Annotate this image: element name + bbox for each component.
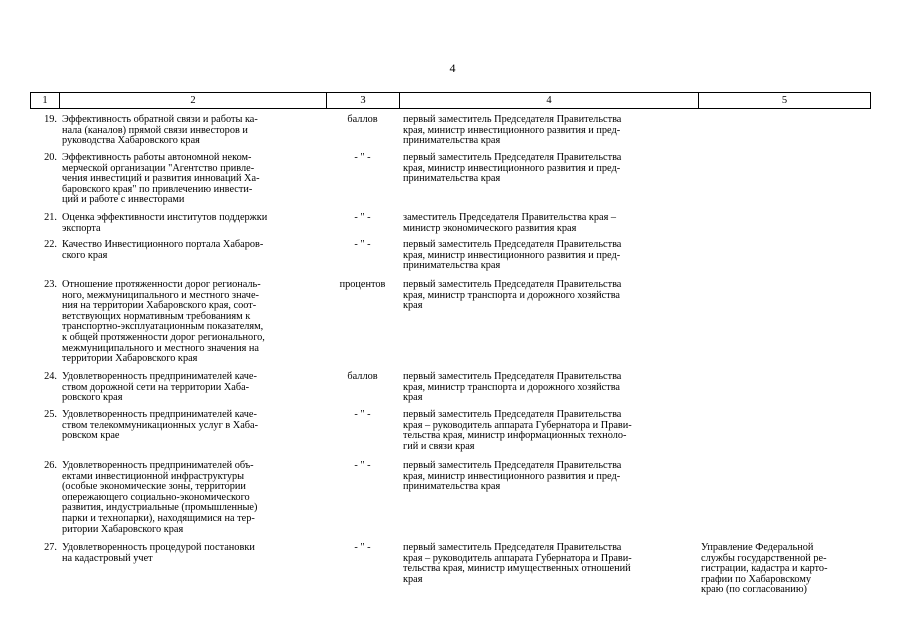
unit-of-measure: баллов — [347, 371, 378, 382]
unit-of-measure: - " - — [354, 152, 371, 163]
co-executor — [698, 115, 869, 147]
table-row — [30, 543, 871, 596]
indicator-name: Эффективность работы автономной неком- мерческой организации "Агентство привле- чения инвестиций и развития инноваций Ха- баровского края" по привлечению инвести- ций и работе с инвесторами — [62, 152, 260, 206]
table-row — [30, 115, 871, 147]
header-cell-3: 3 — [327, 93, 400, 108]
row-number: 26. — [44, 460, 57, 471]
indicator-name: Удовлетворенность предпринимателей объ- ектами инвестиционной инфраструктуры (особые экономические зоны, территории опережающего социально-экономического развития, индустриальные (промышленные) парки и технопарки), находящимися на тер- ритории Хабаровского края — [62, 460, 258, 535]
indicator-name: Удовлетворенность процедурой постановки на кадастровый учет — [62, 542, 255, 564]
responsible-official: первый заместитель Председателя Правительства края – руководитель аппарата Губернатора и Прави- тельства края, министр имущественных отношений края — [403, 542, 632, 585]
unit-of-measure: - " - — [354, 460, 371, 471]
table-row — [30, 213, 871, 234]
row-number: 27. — [44, 542, 57, 553]
table-row — [30, 240, 871, 272]
co-executor: Управление Федеральной службы государственной ре- гистрации, кадастра и карто- графии по Хабаровскому краю (по согласованию) — [701, 542, 828, 596]
table-row — [30, 461, 871, 535]
table-row — [30, 153, 871, 206]
row-number: 22. — [44, 239, 57, 250]
co-executor — [698, 213, 869, 234]
indicator-name: Качество Инвестиционного портала Хабаров- ского края — [62, 239, 264, 261]
unit-of-measure: - " - — [354, 409, 371, 420]
unit-of-measure: процентов — [339, 279, 386, 290]
co-executor — [698, 410, 869, 452]
co-executor — [698, 153, 869, 206]
indicator-name: Отношение протяженности дорог региональ- ного, межмуниципального и местного значе- ния на территории Хабаровского края, соот- ветствующих нормативным требованиям к транспортно-эксплуатационным показателям, к общей протяженности дорог регионального, межмуниципального и местного значения на территории Хабаровского края — [62, 279, 265, 365]
co-executor — [698, 372, 869, 404]
row-number: 25. — [44, 409, 57, 420]
row-number: 20. — [44, 152, 57, 163]
unit-of-measure: баллов — [347, 114, 378, 125]
indicator-name: Оценка эффективности институтов поддержки экспорта — [62, 212, 268, 234]
indicator-name: Эффективность обратной связи и работы ка- нала (каналов) прямой связи инвесторов и руководства Хабаровского края — [62, 114, 258, 147]
indicator-name: Удовлетворенность предпринимателей каче- ством дорожной сети на территории Хаба- ровского края — [62, 371, 257, 404]
page-number: 4 — [449, 61, 456, 75]
responsible-official: первый заместитель Председателя Правительства края – руководитель аппарата Губернатора и Прави- тельства края, министр информационных техноло- гий и связи края — [403, 409, 632, 452]
header-cell-5: 5 — [781, 95, 788, 106]
row-number: 19. — [44, 114, 57, 125]
co-executor — [698, 240, 869, 272]
table-row — [30, 410, 871, 452]
responsible-official: первый заместитель Председателя Правительства края, министр инвестиционного развития и пред- принимательства края — [403, 152, 622, 185]
responsible-official: заместитель Председателя Правительства края – министр экономического развития края — [403, 212, 617, 234]
header-cell-2: 2 — [60, 93, 327, 108]
responsible-official: первый заместитель Председателя Правительства края, министр инвестиционного развития и пред- принимательства края — [403, 239, 622, 272]
row-number: 23. — [44, 279, 57, 290]
co-executor — [698, 461, 869, 535]
responsible-official: первый заместитель Председателя Правительства края, министр транспорта и дорожного хозяйства края — [403, 279, 622, 312]
header-cell-1: 1 — [31, 93, 60, 108]
table-row — [30, 372, 871, 404]
table-row — [30, 280, 871, 365]
row-number: 21. — [44, 212, 57, 223]
header-cell-4: 4 — [400, 93, 699, 108]
responsible-official: первый заместитель Председателя Правительства края, министр транспорта и дорожного хозяйства края — [403, 371, 622, 404]
table-header — [30, 92, 871, 109]
unit-of-measure: - " - — [354, 542, 371, 553]
responsible-official: первый заместитель Председателя Правительства края, министр инвестиционного развития и пред- принимательства края — [403, 114, 622, 147]
indicator-name: Удовлетворенность предпринимателей каче- ством телекоммуникационных услуг в Хаба- ровском крае — [62, 409, 259, 442]
co-executor — [698, 280, 869, 365]
unit-of-measure: - " - — [354, 239, 371, 250]
responsible-official: первый заместитель Председателя Правительства края, министр инвестиционного развития и пред- принимательства края — [403, 460, 622, 493]
row-number: 24. — [44, 371, 57, 382]
unit-of-measure: - " - — [354, 212, 371, 223]
